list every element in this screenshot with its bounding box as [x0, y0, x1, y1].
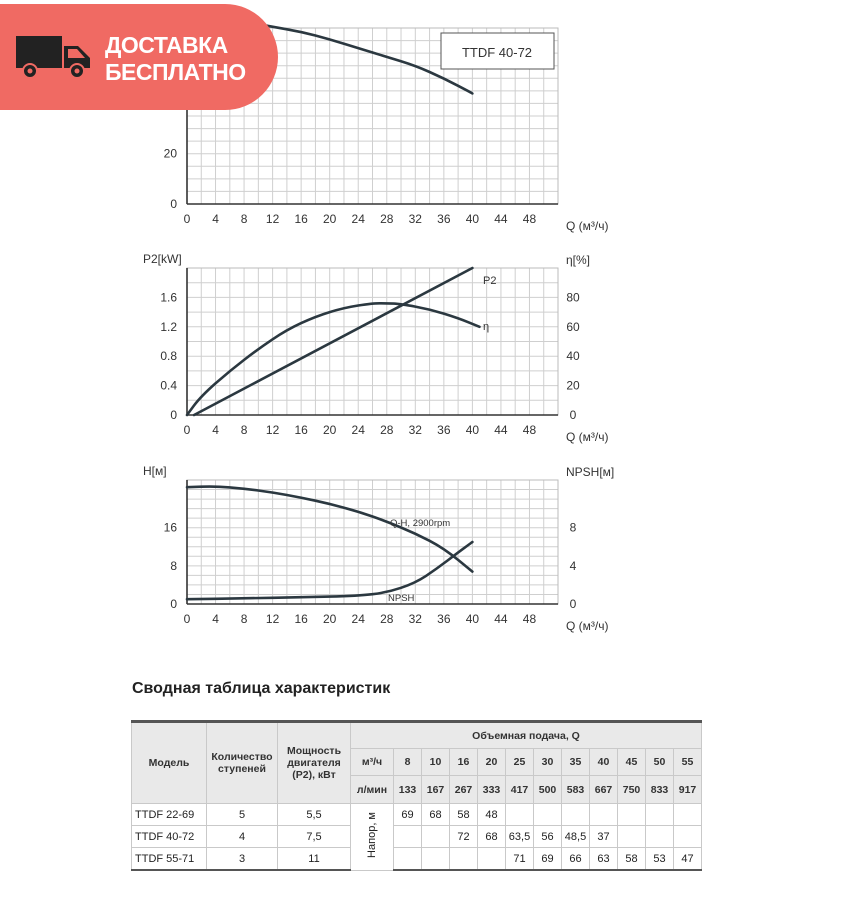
- row-power: 7,5: [278, 826, 351, 848]
- head-value: 48,5: [562, 826, 590, 848]
- badge-text: [105, 32, 246, 86]
- head-value: 37: [590, 826, 618, 848]
- head-value: [646, 826, 674, 848]
- flow-m3h-8: 45: [618, 749, 646, 776]
- flow-m3h-7: 40: [590, 749, 618, 776]
- x-tick-label: 12: [265, 212, 280, 226]
- head-value: 58: [618, 848, 646, 871]
- row-power: 5,5: [278, 804, 351, 826]
- head-value: [450, 848, 478, 871]
- x-tick-label: 32: [408, 612, 422, 626]
- x-tick-label: 48: [522, 423, 537, 437]
- head-value: [562, 804, 590, 826]
- series-label-p2: P2: [483, 275, 497, 287]
- flow-lmin-2: 267: [450, 776, 478, 804]
- row-model: TTDF 55-71: [132, 848, 207, 871]
- head-value: 63: [590, 848, 618, 871]
- y2-axis-label: NPSH[м]: [566, 465, 615, 479]
- header-lmin: л/мин: [351, 776, 394, 804]
- badge-line-2: БЕСПЛАТНО: [105, 59, 246, 85]
- flow-lmin-0: 133: [394, 776, 422, 804]
- head-value: 58: [450, 804, 478, 826]
- flow-m3h-9: 50: [646, 749, 674, 776]
- flow-lmin-6: 583: [562, 776, 590, 804]
- summary-table-title: Сводная таблица характеристик: [132, 680, 391, 697]
- x-tick-label: 20: [323, 423, 337, 437]
- y2-tick-label: 60: [566, 319, 580, 334]
- head-value: 66: [562, 848, 590, 871]
- header-power: Мощность двигателя (P2), кВт: [278, 722, 351, 804]
- series-label-eta: η: [483, 321, 490, 333]
- x-tick-label: 24: [351, 612, 365, 626]
- flow-m3h-5: 30: [534, 749, 562, 776]
- series-line--: [187, 303, 480, 415]
- x-tick-label: 8: [240, 212, 248, 226]
- x-tick-label: 44: [494, 612, 508, 626]
- x-tick-label: 48: [522, 212, 537, 226]
- flow-lmin-9: 833: [646, 776, 674, 804]
- x-tick-label: 36: [437, 612, 451, 626]
- x-tick-label: 28: [380, 612, 394, 626]
- flow-m3h-10: 55: [674, 749, 702, 776]
- head-value: 48: [478, 804, 506, 826]
- y-axis-label: H[м]: [143, 464, 167, 478]
- y2-tick-label: 0: [569, 408, 577, 422]
- head-value: 71: [506, 848, 534, 871]
- x-tick-label: 36: [437, 423, 451, 437]
- row-model: TTDF 22-69: [132, 804, 207, 826]
- x-tick-label: 40: [465, 212, 480, 226]
- x-tick-label: 12: [265, 612, 280, 626]
- y-tick-label: 1.6: [160, 290, 177, 305]
- y-tick-label: 0.8: [160, 349, 177, 364]
- head-value: 69: [534, 848, 562, 871]
- head-value: [674, 804, 702, 826]
- x-tick-label: 12: [265, 423, 280, 437]
- y2-tick-label: 4: [569, 558, 577, 573]
- row-stages: 3: [207, 848, 278, 871]
- x-tick-label: 16: [294, 612, 308, 626]
- x-tick-label: 0: [183, 212, 191, 226]
- x-tick-label: 0: [183, 423, 191, 437]
- flow-m3h-4: 25: [506, 749, 534, 776]
- row-model: TTDF 40-72: [132, 826, 207, 848]
- x-axis-label: Q (м³/ч): [566, 219, 609, 233]
- x-tick-label: 0: [183, 612, 191, 626]
- chart-title: TTDF 40-72: [461, 45, 533, 60]
- x-tick-label: 8: [240, 612, 248, 626]
- y2-tick-label: 20: [566, 378, 580, 393]
- flow-lmin-10: 917: [674, 776, 702, 804]
- x-tick-label: 4: [212, 212, 219, 226]
- head-label-cell: [351, 804, 394, 871]
- x-tick-label: 24: [351, 212, 365, 226]
- head-value: [422, 848, 450, 871]
- head-value: [590, 804, 618, 826]
- head-value: 68: [422, 804, 450, 826]
- flow-lmin-8: 750: [618, 776, 646, 804]
- x-tick-label: 36: [437, 212, 451, 226]
- y2-tick-label: 40: [566, 349, 580, 364]
- series-label-npsh: NPSH: [388, 593, 415, 604]
- head-value: 53: [646, 848, 674, 871]
- flow-lmin-1: 167: [422, 776, 450, 804]
- x-tick-label: 32: [408, 212, 422, 226]
- x-tick-label: 44: [494, 212, 508, 226]
- flow-m3h-0: 8: [394, 749, 422, 776]
- y2-tick-label: 0: [569, 597, 577, 611]
- flow-m3h-3: 20: [478, 749, 506, 776]
- head-value: [394, 826, 422, 848]
- x-tick-label: 48: [522, 612, 537, 626]
- x-tick-label: 40: [465, 612, 480, 626]
- y-tick-label: 0.4: [160, 378, 177, 393]
- head-value: 56: [534, 826, 562, 848]
- x-tick-label: 8: [240, 423, 248, 437]
- y-tick-label: 0: [170, 408, 177, 422]
- x-axis-label: Q (м³/ч): [566, 619, 609, 633]
- flow-lmin-7: 667: [590, 776, 618, 804]
- head-value: [422, 826, 450, 848]
- head-value: [618, 826, 646, 848]
- head-value: [394, 848, 422, 871]
- head-value: [646, 804, 674, 826]
- flow-m3h-1: 10: [422, 749, 450, 776]
- header-model: Модель: [132, 722, 207, 804]
- row-stages: 5: [207, 804, 278, 826]
- x-tick-label: 16: [294, 423, 308, 437]
- flow-lmin-5: 500: [534, 776, 562, 804]
- x-axis-label: Q (м³/ч): [566, 430, 609, 444]
- y2-tick-label: 8: [569, 520, 577, 535]
- x-tick-label: 4: [212, 612, 219, 626]
- y-tick-label: 20: [163, 146, 177, 161]
- summary-table: [131, 720, 702, 871]
- head-value: 47: [674, 848, 702, 871]
- flow-lmin-4: 417: [506, 776, 534, 804]
- flow-m3h-2: 16: [450, 749, 478, 776]
- y-axis-label: P2[kW]: [143, 252, 182, 266]
- free-delivery-badge[interactable]: [0, 0, 280, 112]
- head-value: 69: [394, 804, 422, 826]
- head-value: 72: [450, 826, 478, 848]
- row-power: 11: [278, 848, 351, 871]
- head-value: 63,5: [506, 826, 534, 848]
- x-tick-label: 28: [380, 212, 394, 226]
- x-tick-label: 20: [323, 212, 337, 226]
- y-tick-label: 0: [170, 597, 177, 611]
- badge-line-1: ДОСТАВКА: [105, 32, 228, 58]
- series-label-qh: Q-H, 2900rpm: [390, 518, 451, 529]
- truck-icon: [14, 30, 94, 82]
- head-value: 68: [478, 826, 506, 848]
- head-label: Напор, м: [366, 812, 378, 859]
- x-tick-label: 40: [465, 423, 480, 437]
- head-value: [506, 804, 534, 826]
- head-value: [674, 826, 702, 848]
- head-value: [618, 804, 646, 826]
- flow-lmin-3: 333: [478, 776, 506, 804]
- x-tick-label: 44: [494, 423, 508, 437]
- header-flow: Объемная подача, Q: [351, 722, 702, 749]
- x-tick-label: 16: [294, 212, 308, 226]
- y-tick-label: 1.2: [160, 319, 177, 334]
- head-value: [534, 804, 562, 826]
- flow-m3h-6: 35: [562, 749, 590, 776]
- y2-tick-label: 80: [566, 290, 580, 305]
- x-tick-label: 4: [212, 423, 219, 437]
- x-tick-label: 24: [351, 423, 365, 437]
- x-tick-label: 32: [408, 423, 422, 437]
- y-tick-label: 8: [170, 558, 177, 573]
- header-m3h: м³/ч: [351, 749, 394, 776]
- x-tick-label: 28: [380, 423, 394, 437]
- x-tick-label: 20: [323, 612, 337, 626]
- row-stages: 4: [207, 826, 278, 848]
- y2-axis-label: η[%]: [566, 253, 591, 267]
- header-stages: Количество ступеней: [207, 722, 278, 804]
- y-tick-label: 16: [163, 520, 177, 535]
- head-value: [478, 848, 506, 871]
- y-tick-label: 0: [170, 197, 177, 211]
